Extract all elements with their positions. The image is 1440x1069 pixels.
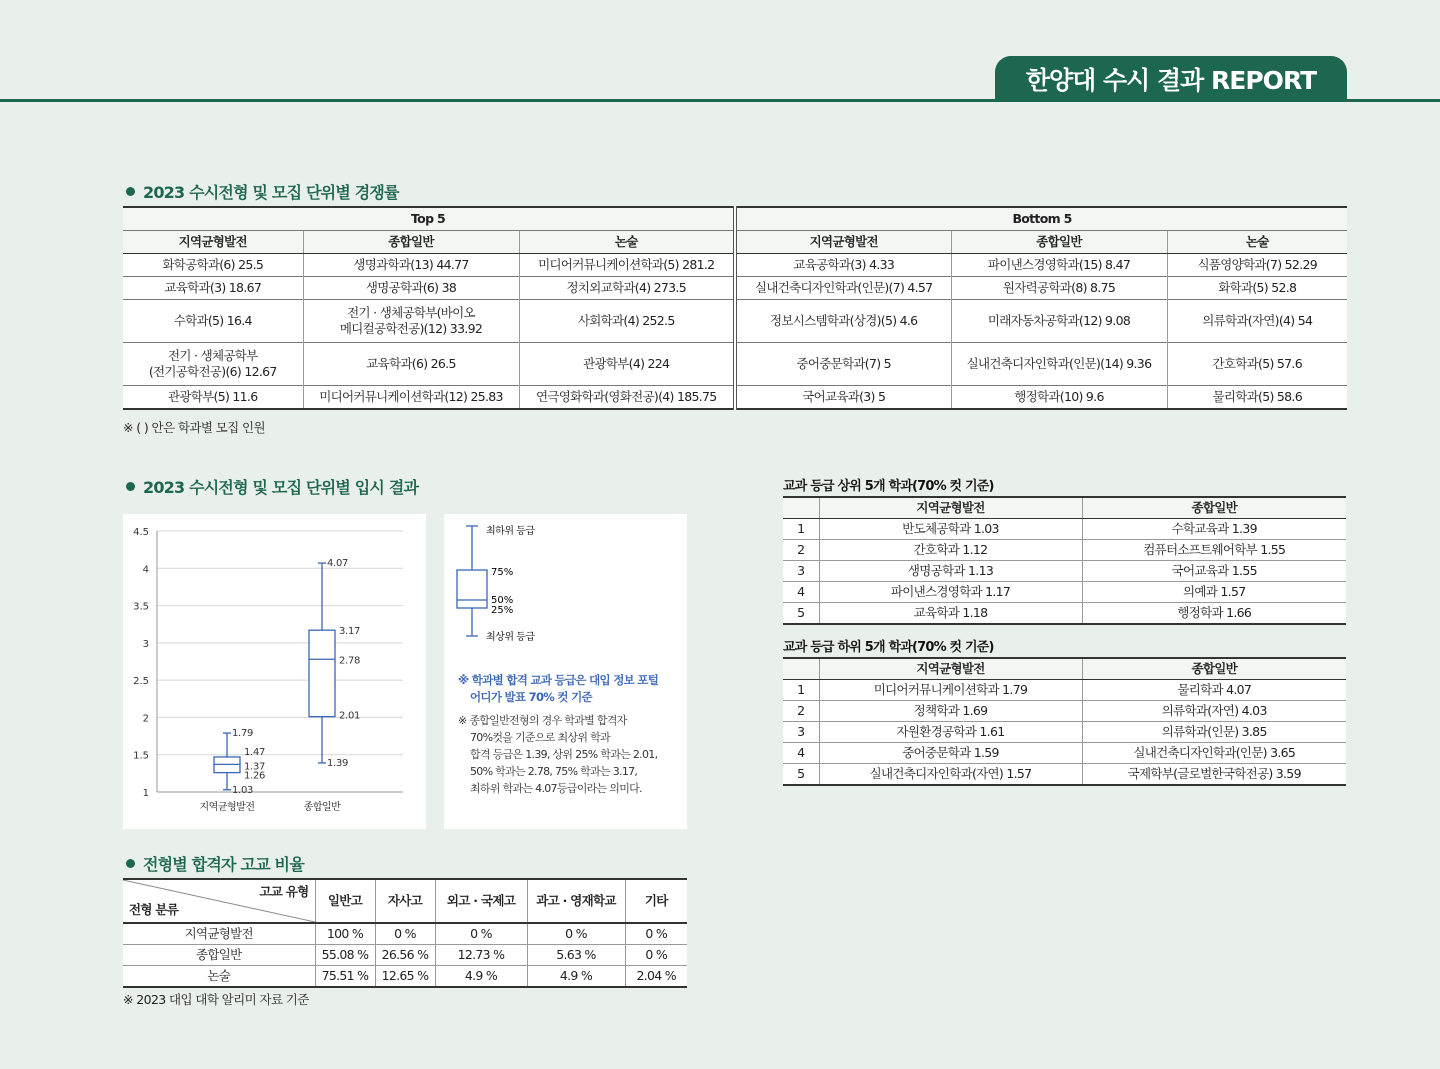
top-grades-title: 교과 등급 상위 5개 학과(70% 컷 기준) [783,479,994,494]
table-cell: 행정학과 1.66 [1082,603,1346,625]
table-cell: 미디어커뮤니케이션학과 1.79 [819,680,1082,701]
y-tick-label: 1 [142,788,149,799]
data-label-min: 1.03 [232,784,254,796]
table-cell: 0 % [435,923,527,945]
report-title: 한양대 수시 결과 REPORT [1025,66,1317,95]
table-cell: 반도체공학과 1.03 [819,519,1082,540]
admission-section-title: 2023 수시전형 및 모집 단위별 입시 결과 [126,475,418,498]
table-cell: 2.04 % [625,966,687,988]
table-row [783,764,1346,786]
table-cell: 전기 · 생체공학부 (전기공학전공)(6) 12.67 [123,343,303,386]
table-cell: 연극영화학과(영화전공)(4) 185.75 [519,386,735,410]
column-header: 종합일반 [951,231,1167,254]
table-cell: 100 % [315,923,375,945]
table-cell: 수학과(5) 16.4 [123,300,303,343]
table-cell: 의류학과(자연) 4.03 [1082,701,1346,722]
table-cell: 12.73 % [435,945,527,966]
table-cell: 파이낸스경영학과 1.17 [819,582,1082,603]
table-cell: 미디어커뮤니케이션학과(5) 281.2 [519,254,735,277]
legend-box [457,570,487,608]
bullet-icon [126,482,135,491]
column-header: 지역균형발전 [123,231,303,254]
school-ratio-section-title: 전형별 합격자 고교 비율 [126,852,304,875]
table-cell: 5 [783,764,819,786]
table-cell: 55.08 % [315,945,375,966]
table-cell: 간호학과 1.12 [819,540,1082,561]
table-cell: 교육학과(6) 26.5 [303,343,519,386]
boxplot-chart [123,514,426,829]
table-cell: 식품영양학과(7) 52.29 [1167,254,1347,277]
y-tick-label: 2 [142,713,149,725]
data-label-median: 1.37 [244,761,266,773]
data-label-min: 1.39 [327,757,349,769]
column-header: 기타 [625,879,687,923]
table-cell: 2 [783,701,819,722]
table-cell: 26.56 % [375,945,435,966]
table-cell: 생명공학과 1.13 [819,561,1082,582]
table-cell: 국어교육과(3) 5 [735,386,951,410]
table-row [783,701,1346,722]
table-row [783,603,1346,625]
table-cell: 종합일반 [123,945,315,966]
bottom-grades-table [783,657,1346,786]
y-tick-label: 3 [142,638,149,650]
data-label-median: 2.78 [339,655,361,667]
column-header: 일반고 [315,879,375,923]
table-cell: 전기 · 생체공학부(바이오 메디컬공학전공)(12) 33.92 [303,300,519,343]
table-cell: 실내건축디자인학과(인문) 3.65 [1082,743,1346,764]
legend-q25-label: 25% [491,605,514,616]
column-header: 종합일반 [303,231,519,254]
bullet-icon [126,859,135,868]
legend-max-label: 최상위 등급 [486,632,535,643]
y-tick-label: 4.5 [133,527,149,538]
table-row [123,923,687,945]
column-header [783,497,819,519]
table-row [123,945,687,966]
column-header: 지역균형발전 [819,497,1082,519]
bottom5-header: Bottom 5 [735,207,1347,231]
box [309,630,335,717]
column-header: 논술 [519,231,735,254]
table-cell: 화학공학과(6) 25.5 [123,254,303,277]
table-cell: 0 % [527,923,625,945]
y-tick-label: 2.5 [133,676,149,688]
table-cell: 중어중문학과 1.59 [819,743,1082,764]
table-cell: 컴퓨터소프트웨어학부 1.55 [1082,540,1346,561]
data-label-max: 4.07 [327,558,349,570]
diagonal-header-cell: 고교 유형 전형 분류 [123,879,315,923]
table-cell: 12.65 % [375,966,435,988]
y-tick-label: 4 [142,564,149,576]
competition-section-title: 2023 수시전형 및 모집 단위별 경쟁률 [126,180,399,203]
table-cell: 물리학과 4.07 [1082,680,1346,701]
competition-note: ※ ( ) 안은 학과별 모집 인원 [123,420,265,435]
table-cell: 4.9 % [527,966,625,988]
x-category-label: 지역균형발전 [199,802,255,813]
table-row [783,582,1346,603]
table-cell: 3 [783,561,819,582]
table-cell: 교육학과 1.18 [819,603,1082,625]
table-cell: 정보시스템학과(상경)(5) 4.6 [735,300,951,343]
table-cell: 0 % [375,923,435,945]
bullet-icon [126,187,135,196]
table-cell: 사회학과(4) 252.5 [519,300,735,343]
table-cell: 정치외교학과(4) 273.5 [519,277,735,300]
report-title-tab [995,56,1347,102]
table-cell: 미디어커뮤니케이션학과(12) 25.83 [303,386,519,410]
y-tick-label: 3.5 [133,601,149,613]
table-cell: 중어중문학과(7) 5 [735,343,951,386]
table-cell: 간호학과(5) 57.6 [1167,343,1347,386]
table-cell: 파이낸스경영학과(15) 8.47 [951,254,1167,277]
competition-table [123,206,1347,410]
school-ratio-table [123,878,687,988]
table-cell: 관광학부(5) 11.6 [123,386,303,410]
table-cell: 1 [783,519,819,540]
table-cell: 5.63 % [527,945,625,966]
y-tick-label: 1.5 [133,750,149,762]
top-grades-table [783,496,1346,625]
table-cell: 생명과학과(13) 44.77 [303,254,519,277]
table-cell: 정책학과 1.69 [819,701,1082,722]
table-cell: 0 % [625,945,687,966]
table-cell: 3 [783,722,819,743]
table-cell: 4 [783,582,819,603]
column-header: 자사고 [375,879,435,923]
data-label-q3: 1.47 [244,746,266,758]
table-row [783,743,1346,764]
table-cell: 의류학과(자연)(4) 54 [1167,300,1347,343]
table-row [123,277,1347,300]
table-row [123,254,1347,277]
legend-panel [444,514,687,829]
table-row [783,519,1346,540]
table-cell: 1 [783,680,819,701]
data-label-q1: 1.26 [244,770,266,782]
table-cell: 4.9 % [435,966,527,988]
legend-note-1: ※ 학과별 합격 교과 등급은 대입 정보 포털 어디가 발표 70% 컷 기준 [458,673,659,704]
data-label-max: 1.79 [232,728,254,740]
legend-note-2: ※ 종합일반전형의 경우 학과별 합격자 70%컷을 기준으로 최상위 학과 합격 등급은 1.39, 상위 25% 학과는 2.01, 50% 학과는 2.78, 75% 학과는 3.17, 최하위 학과는 4.07등급이라는 의미다. [458,714,658,795]
data-label-q1: 2.01 [339,710,361,722]
column-header: 논술 [1167,231,1347,254]
table-cell: 의류학과(인문) 3.85 [1082,722,1346,743]
legend-q75-label: 75% [491,567,514,578]
table-cell: 국어교육과 1.55 [1082,561,1346,582]
table-cell: 원자력공학과(8) 8.75 [951,277,1167,300]
table-row [123,966,687,988]
column-header: 종합일반 [1082,497,1346,519]
top5-header: Top 5 [123,207,735,231]
table-cell: 4 [783,743,819,764]
column-header [783,658,819,680]
table-cell: 실내건축디자인학과(인문)(7) 4.57 [735,277,951,300]
legend-q50-label: 50% [491,595,514,606]
table-cell: 0 % [625,923,687,945]
bottom-grades-title: 교과 등급 하위 5개 학과(70% 컷 기준) [783,640,994,655]
column-header: 종합일반 [1082,658,1346,680]
legend-min-label: 최하위 등급 [486,526,535,537]
table-cell: 화학과(5) 52.8 [1167,277,1347,300]
table-row [783,680,1346,701]
table-cell: 수학교육과 1.39 [1082,519,1346,540]
column-header: 지역균형발전 [819,658,1082,680]
column-header: 지역균형발전 [735,231,951,254]
table-cell: 실내건축디자인학과(인문)(14) 9.36 [951,343,1167,386]
table-cell: 논술 [123,966,315,988]
table-cell: 의예과 1.57 [1082,582,1346,603]
boxplot-legend [444,514,687,654]
table-row [123,300,1347,343]
table-cell: 5 [783,603,819,625]
table-cell: 국제학부(글로벌한국학전공) 3.59 [1082,764,1346,786]
table-cell: 생명공학과(6) 38 [303,277,519,300]
table-cell: 교육공학과(3) 4.33 [735,254,951,277]
table-cell: 2 [783,540,819,561]
table-cell: 관광학부(4) 224 [519,343,735,386]
table-row [123,343,1347,386]
table-cell: 자원환경공학과 1.61 [819,722,1082,743]
boxplot-panel [123,514,426,829]
table-cell: 교육학과(3) 18.67 [123,277,303,300]
table-cell: 실내건축디자인학과(자연) 1.57 [819,764,1082,786]
table-cell: 행정학과(10) 9.6 [951,386,1167,410]
table-cell: 미래자동차공학과(12) 9.08 [951,300,1167,343]
school-ratio-note: ※ 2023 대입 대학 알리미 자료 기준 [123,992,309,1007]
table-cell: 지역균형발전 [123,923,315,945]
x-category-label: 종합일반 [303,802,341,813]
table-row [783,722,1346,743]
table-cell: 물리학과(5) 58.6 [1167,386,1347,410]
column-header: 외고 · 국제고 [435,879,527,923]
table-cell: 75.51 % [315,966,375,988]
table-row [123,386,1347,410]
table-row [783,561,1346,582]
column-header: 과고 · 영재학교 [527,879,625,923]
table-row [783,540,1346,561]
data-label-q3: 3.17 [339,626,361,638]
